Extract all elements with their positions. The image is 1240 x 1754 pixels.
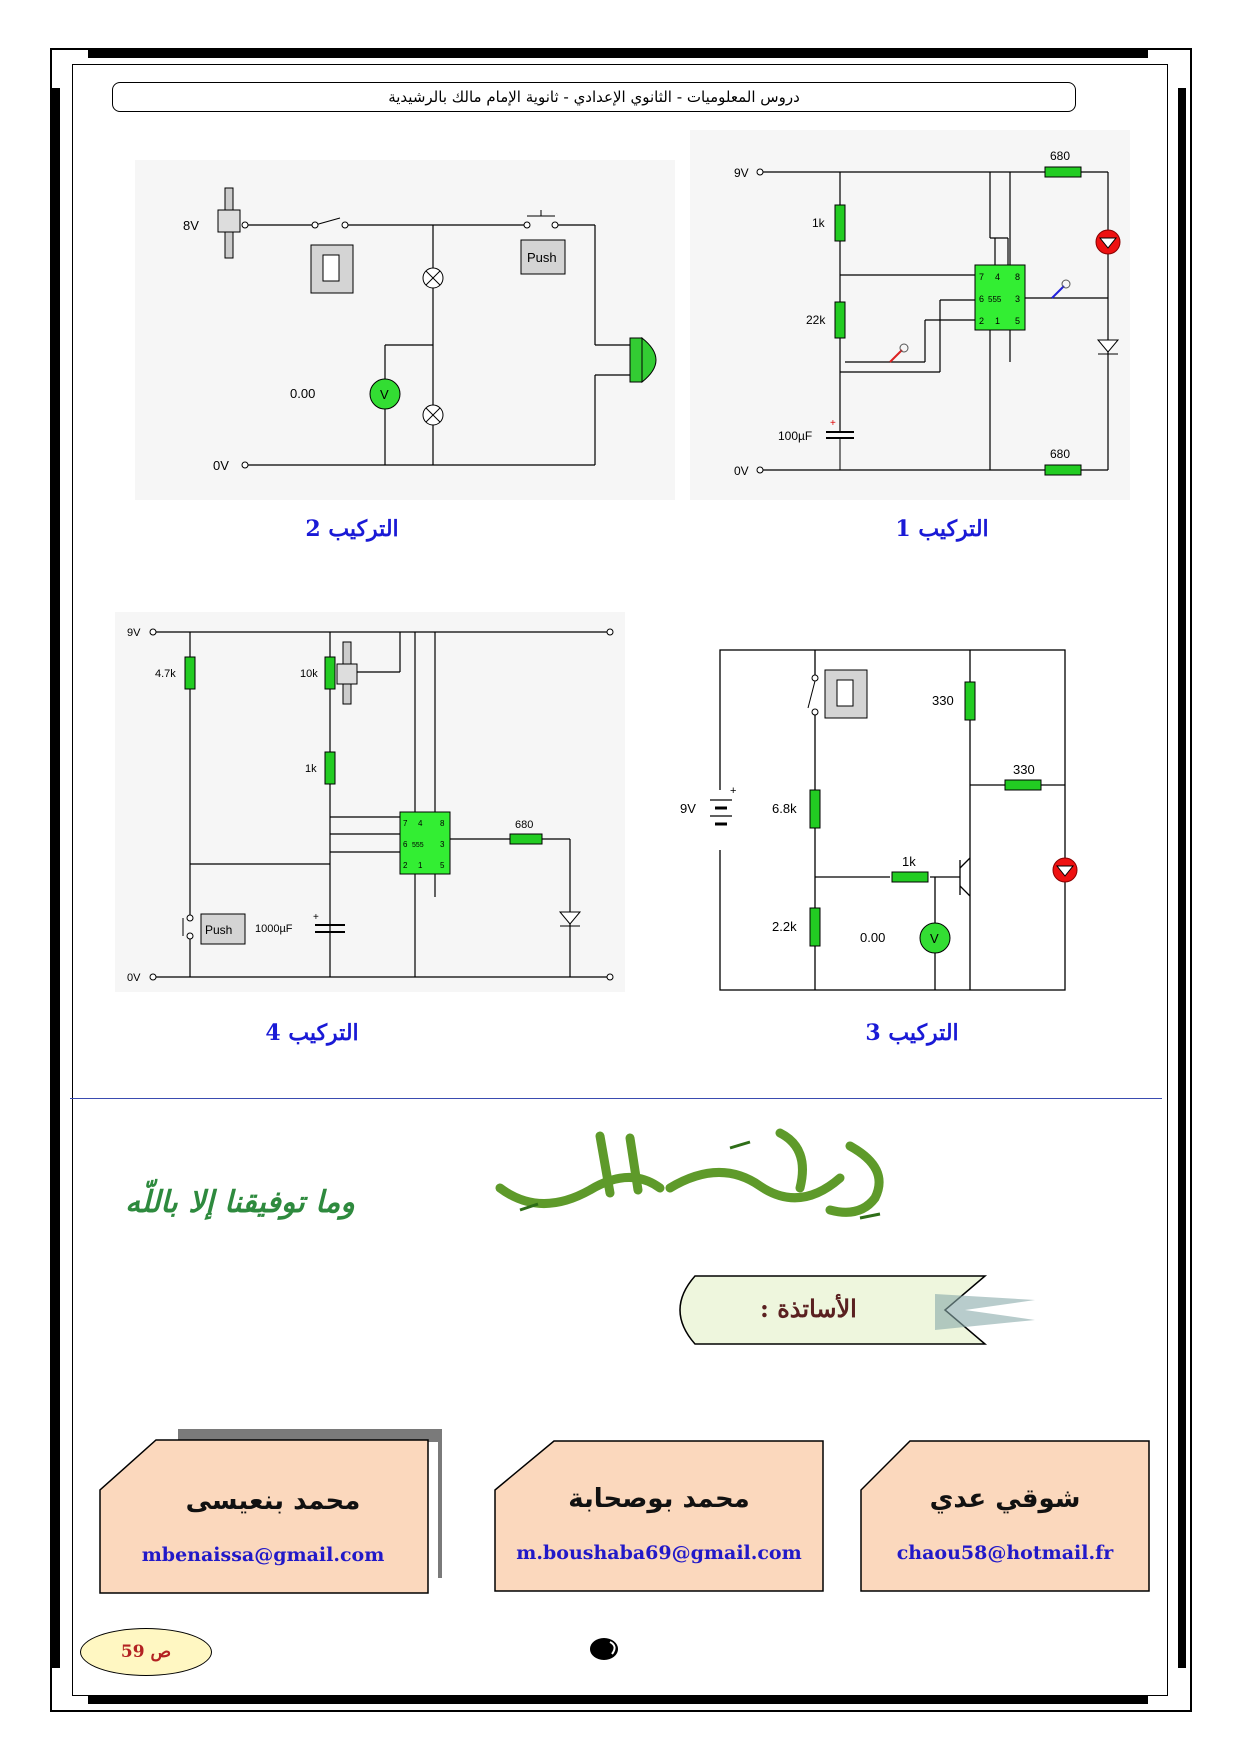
c1-led-off <box>1098 340 1118 352</box>
page-number: ص 59 <box>80 1628 212 1676</box>
svg-text:Push: Push <box>527 250 557 265</box>
caption-circuit-4: التركيب 4 <box>265 1020 359 1046</box>
caption-circuit-1: التركيب 1 <box>895 516 989 542</box>
teacher-name: محمد بنعيسى <box>185 1486 361 1516</box>
svg-text:4: 4 <box>418 819 423 828</box>
circuit-3-diagram <box>680 640 1140 1000</box>
c4-led-off <box>560 912 580 924</box>
teacher-name: شوقي عدي <box>929 1484 1081 1514</box>
frame-bar-right <box>1178 88 1186 1668</box>
calligraphy-ornament <box>480 1118 920 1228</box>
c2-label-8v: 8V <box>183 218 199 233</box>
svg-text:1: 1 <box>995 316 1001 326</box>
svg-text:7: 7 <box>979 272 985 282</box>
c4-resistor-1k <box>325 752 335 784</box>
caption-circuit-2: التركيب 2 <box>305 516 399 542</box>
frame-bar-bottom <box>88 1696 1148 1704</box>
c4-label-cap: 1000µF <box>255 923 293 935</box>
circuit-2-diagram <box>135 160 675 500</box>
c3-resistor-6k8 <box>810 790 820 828</box>
section-divider <box>70 1098 1162 1099</box>
teachers-label: الأساتذة : <box>760 1294 857 1323</box>
frame-bar-top <box>88 50 1148 58</box>
svg-text:10k: 10k <box>300 668 318 680</box>
svg-text:+: + <box>830 418 836 429</box>
c4-resistor-680 <box>510 834 542 844</box>
c2-voltage-slider <box>218 210 240 232</box>
c1-resistor-680-bottom <box>1045 465 1081 475</box>
c2-meter-reading: 0.00 <box>290 386 316 401</box>
svg-text:3: 3 <box>440 840 445 849</box>
c4-resistor-10k <box>325 657 335 689</box>
c4-resistor-4k7 <box>185 657 195 689</box>
svg-text:Push: Push <box>205 923 233 937</box>
svg-text:7: 7 <box>403 819 408 828</box>
svg-text:5: 5 <box>1015 316 1021 326</box>
closing-phrase: وما توفيقنا إلا باللّه <box>125 1185 355 1220</box>
teacher-card-1 <box>860 1440 1150 1592</box>
svg-text:1k: 1k <box>902 854 916 869</box>
c2-buzzer <box>630 338 642 382</box>
c3-resistor-330-led <box>1005 780 1041 790</box>
teacher-email[interactable]: chaou58@hotmail.fr <box>896 1542 1114 1564</box>
c1-label-r2: 22k <box>806 313 826 327</box>
teacher-card-2 <box>494 1440 824 1592</box>
c1-resistor-22k <box>835 302 845 338</box>
teacher-name: محمد بوصحابة <box>568 1484 750 1514</box>
svg-text:+: + <box>730 785 737 797</box>
circuit-1-diagram <box>690 130 1130 500</box>
c3-resistor-1k <box>892 872 928 882</box>
teacher-email[interactable]: mbenaissa@gmail.com <box>141 1544 385 1566</box>
svg-text:3: 3 <box>1015 294 1021 304</box>
svg-text:2: 2 <box>979 316 985 326</box>
c4-label-9v: 9V <box>127 627 141 639</box>
c1-resistor-1k <box>835 205 845 241</box>
card-shape <box>494 1440 824 1592</box>
c3-resistor-2k2 <box>810 908 820 946</box>
svg-text:2.2k: 2.2k <box>772 919 797 934</box>
c1-probe-red <box>890 350 902 362</box>
svg-text:680: 680 <box>515 819 534 831</box>
c2-label-0v: 0V <box>213 458 229 473</box>
svg-text:1: 1 <box>418 861 423 870</box>
svg-text:6: 6 <box>979 294 985 304</box>
svg-text:V: V <box>380 387 389 402</box>
c1-label-r1: 1k <box>812 216 825 230</box>
c3-resistor-330-collector <box>965 682 975 720</box>
c1-label-rtop: 680 <box>1050 149 1071 163</box>
c1-probe-blue <box>1052 286 1064 298</box>
svg-text:330: 330 <box>932 693 954 708</box>
svg-text:555: 555 <box>988 295 1002 304</box>
decorative-blob-icon <box>588 1636 624 1662</box>
svg-text:6.8k: 6.8k <box>772 801 797 816</box>
c1-resistor-680-top <box>1045 167 1081 177</box>
teacher-email[interactable]: m.boushaba69@gmail.com <box>516 1542 802 1564</box>
c1-label-rbot: 680 <box>1050 447 1071 461</box>
svg-text:6: 6 <box>403 840 408 849</box>
svg-text:8: 8 <box>1015 272 1021 282</box>
frame-bar-left <box>52 88 60 1668</box>
svg-text:+: + <box>313 912 319 923</box>
c1-label-0v: 0V <box>734 464 749 478</box>
circuit-4-diagram <box>115 612 625 992</box>
c4-potentiometer-slider <box>337 664 357 684</box>
svg-text:1k: 1k <box>305 763 317 775</box>
svg-text:4.7k: 4.7k <box>155 668 176 680</box>
c4-label-0v: 0V <box>127 972 141 984</box>
c1-label-cap: 100µF <box>778 429 813 443</box>
svg-text:2: 2 <box>403 861 408 870</box>
teacher-card-3 <box>98 1428 448 1594</box>
svg-text:4: 4 <box>995 272 1001 282</box>
caption-circuit-3: التركيب 3 <box>865 1020 959 1046</box>
card-shape <box>860 1440 1150 1592</box>
c1-label-9v: 9V <box>734 166 749 180</box>
svg-text:8: 8 <box>440 819 445 828</box>
c3-meter-reading: 0.00 <box>860 930 886 945</box>
svg-text:V: V <box>930 931 939 946</box>
svg-text:5: 5 <box>440 861 445 870</box>
header-title: دروس المعلوميات - الثانوي الإعدادي - ثانوية الإمام مالك بالرشيدية <box>112 82 1076 112</box>
c3-label-battery: 9V <box>680 801 696 816</box>
svg-text:330: 330 <box>1013 762 1035 777</box>
svg-text:555: 555 <box>412 842 424 849</box>
